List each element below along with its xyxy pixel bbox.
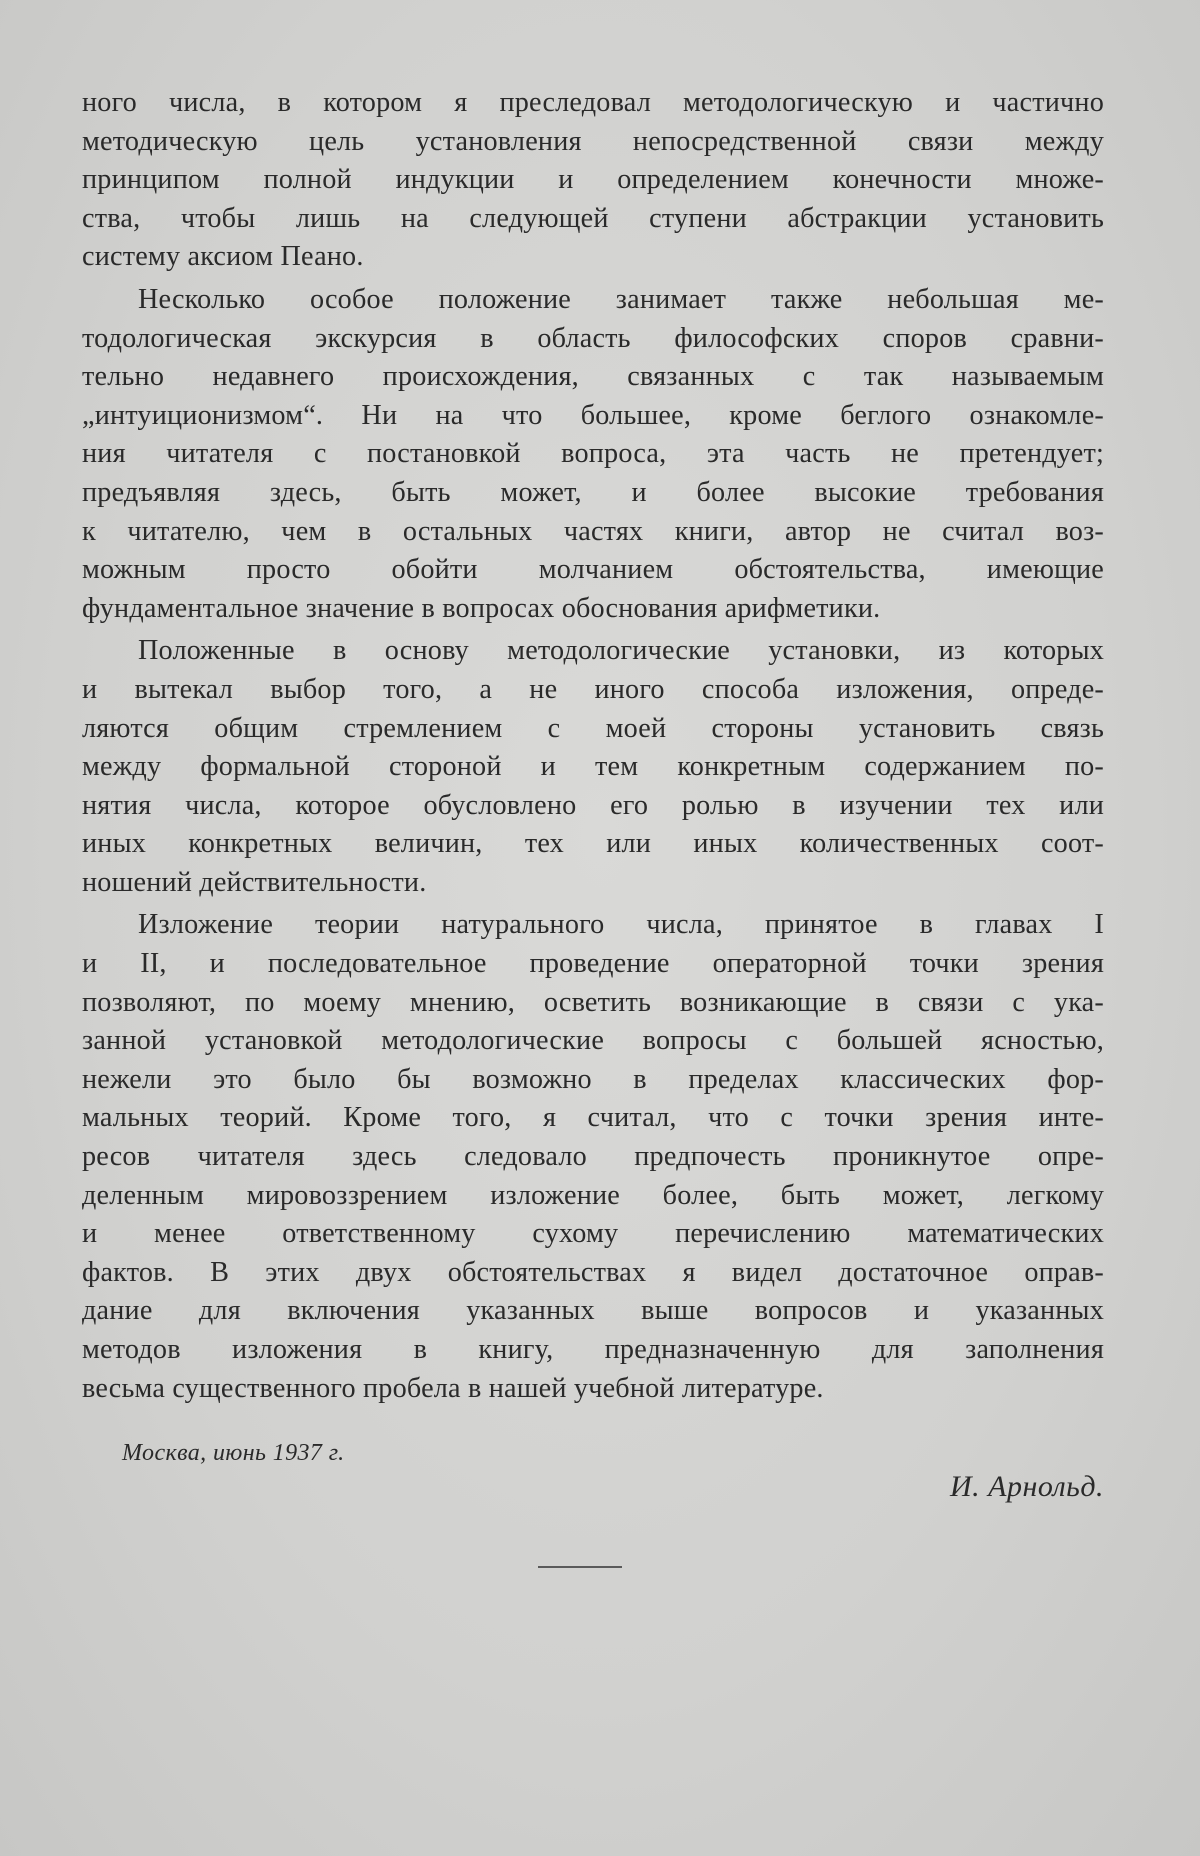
text-line: Несколько особое положение занимает также небольшая ме- <box>138 283 1104 315</box>
text-line: ства, чтобы лишь на следующей ступени абстракции установить <box>82 202 1104 234</box>
text-line: нятия числа, которое обусловлено его ролью в изучении тех или <box>82 789 1104 821</box>
paragraph-4 <box>82 906 1104 1408</box>
text-line: нежели это было бы возможно в пределах классических фор- <box>82 1063 1104 1095</box>
paragraph-3 <box>82 632 1104 902</box>
text-line: ношений действительности. <box>82 866 427 898</box>
text-line: Изложение теории натурального числа, принятое в главах I <box>138 909 1104 941</box>
text-line: дание для включения указанных выше вопросов и указанных <box>82 1295 1104 1327</box>
text-line: и II, и последовательное проведение операторной точки зрения <box>82 948 1104 980</box>
text-line: ния читателя с постановкой вопроса, эта часть не претендует; <box>82 438 1104 470</box>
end-rule <box>538 1566 622 1568</box>
text-line: ресов читателя здесь следовало предпочесть проникнутое опре- <box>82 1141 1104 1173</box>
text-line: ного числа, в котором я преследовал методологическую и частично <box>82 87 1104 118</box>
text-line: тельно недавнего происхождения, связанных с так называемым <box>82 361 1104 393</box>
text-line: можным просто обойти молчанием обстоятельства, имеющие <box>82 554 1104 586</box>
text-line: „интуиционизмом“. Ни на что большее, кроме беглого ознакомле- <box>82 399 1104 431</box>
text-line: фундаментальное значение в вопросах обоснования арифметики. <box>82 592 881 624</box>
text-line: методов изложения в книгу, предназначенную для заполнения <box>82 1334 1104 1365</box>
paragraph-1 <box>82 84 1104 277</box>
text-line: позволяют, по моему мнению, осветить возникающие в связи с ука- <box>82 986 1104 1018</box>
text-line: Положенные в основу методологические установки, из которых <box>138 635 1104 667</box>
body-text <box>82 84 1104 1408</box>
text-line: тодологическая экскурсия в область философских споров сравни- <box>82 322 1104 354</box>
text-line: методическую цель установления непосредственной связи между <box>82 125 1104 157</box>
text-line: мальных теорий. Кроме того, я считал, что с точки зрения инте- <box>82 1102 1104 1134</box>
text-line: иных конкретных величин, тех или иных количественных соот- <box>82 828 1104 860</box>
text-line: ляются общим стремлением с моей стороны установить связь <box>82 712 1104 744</box>
text-line: и менее ответственному сухому перечислению математических <box>82 1218 1104 1250</box>
author-signature: И. Арнольд. <box>949 1470 1104 1503</box>
text-line: весьма существенного пробела в нашей учебной литературе. <box>82 1372 824 1404</box>
text-line: предъявляя здесь, быть может, и более высокие требования <box>82 476 1104 508</box>
text-line: к читателю, чем в остальных частях книги, автор не считал воз- <box>82 515 1104 547</box>
text-line: принципом полной индукции и определением конечности множе- <box>82 164 1104 196</box>
text-line: между формальной стороной и тем конкретным содержанием по- <box>82 751 1104 783</box>
text-line: фактов. В этих двух обстоятельствах я видел достаточное оправ- <box>82 1256 1104 1288</box>
text-line: деленным мировоззрением изложение более, быть может, легкому <box>82 1179 1104 1211</box>
text-line: занной установкой методологические вопросы с большей ясностью, <box>82 1025 1104 1057</box>
paragraph-2 <box>82 281 1104 628</box>
text-line: систему аксиом Пеано. <box>82 241 364 273</box>
dateline: Москва, июнь 1937 г. <box>122 1440 345 1466</box>
text-line: и вытекал выбор того, а не иного способа изложения, опреде- <box>82 673 1104 705</box>
